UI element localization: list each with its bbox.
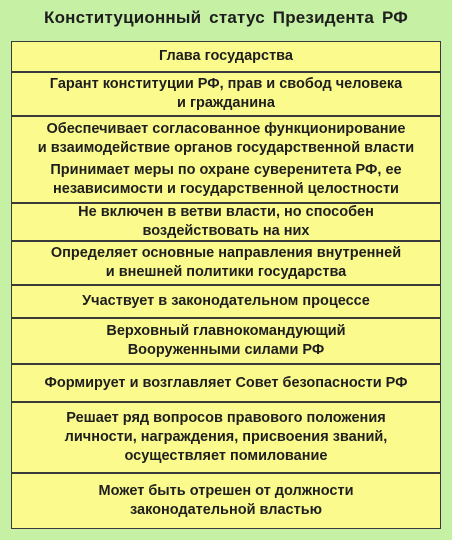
status-row-legal-status [12, 403, 440, 474]
status-text: Обеспечивает согласованное функционирование и взаимодействие органов государственной власти [37, 121, 415, 156]
status-row-commander [12, 319, 440, 365]
status-text: Формирует и возглавляет Совет безопасности РФ [44, 374, 408, 391]
status-row-policy [12, 242, 440, 286]
status-row-security-council [12, 365, 440, 403]
status-row-guarantor [12, 73, 440, 117]
status-text: Участвует в законодательном процессе [82, 293, 370, 309]
status-row-branches [12, 204, 440, 242]
status-text: Может быть отрешен от должности законодательной властью [98, 483, 354, 518]
page-title: Конституционный статус Президента РФ [44, 8, 408, 27]
status-text: Гарант конституции РФ, прав и свобод человека и гражданина [49, 76, 403, 111]
status-row-impeachment [12, 474, 440, 528]
status-table [11, 41, 441, 529]
status-row-legislation [12, 286, 440, 319]
status-text: Принимает меры по охране суверенитета РФ, ее независимости и государственной целостности [50, 162, 402, 197]
status-text: Верховный главнокомандующий Вооруженными силами РФ [106, 323, 346, 358]
status-row-coordination-sovereignty [12, 117, 440, 204]
status-text: Глава государства [159, 48, 293, 64]
status-text: Определяет основные направления внутренней и внешней политики государства [50, 245, 402, 280]
status-text: Не включен в ветви власти, но способен воздействовать на них [78, 204, 374, 239]
status-row-head-of-state [12, 42, 440, 73]
status-text: Решает ряд вопросов правового положения личности, награждения, присвоения званий, осуществляет помилование [64, 410, 388, 464]
